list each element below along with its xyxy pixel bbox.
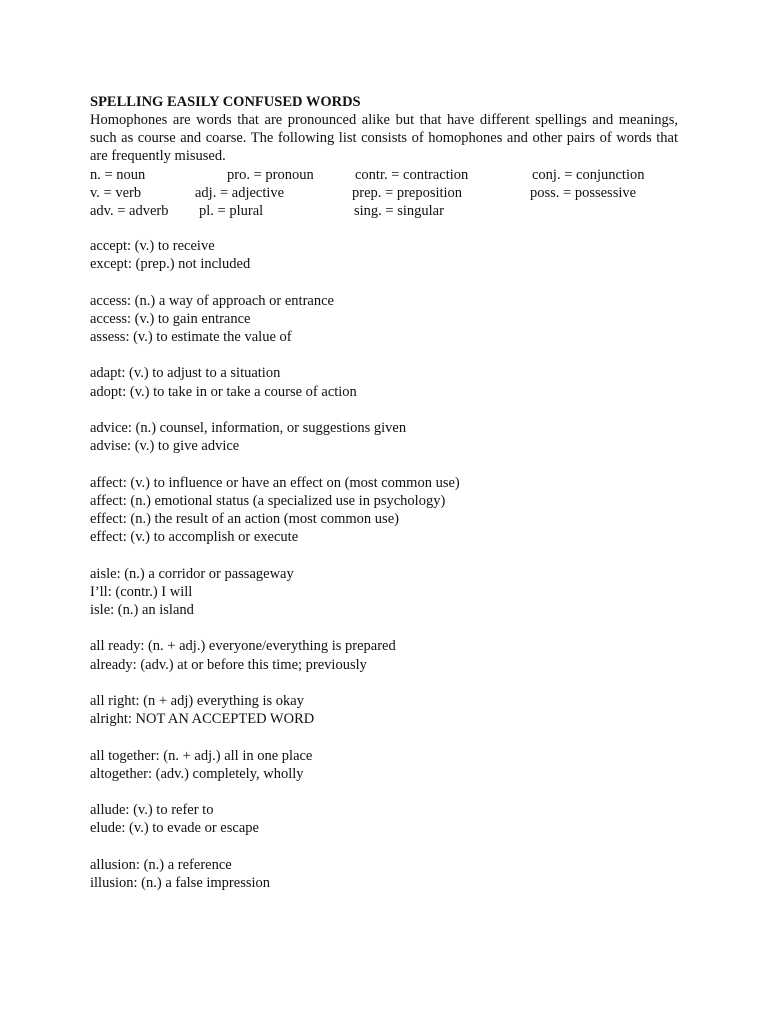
- word-group: [90, 565, 690, 620]
- word-group: [90, 237, 690, 273]
- definition-line: allude: (v.) to refer to: [90, 802, 214, 819]
- abbreviation: pro. = pronoun: [227, 167, 314, 183]
- definition-line: except: (prep.) not included: [90, 256, 251, 273]
- definition-line: access: (v.) to gain entrance: [90, 310, 251, 327]
- abbreviation: conj. = conjunction: [532, 167, 645, 183]
- abbreviation: adj. = adjective: [195, 185, 285, 201]
- definition-line: isle: (n.) an island: [90, 601, 194, 618]
- definition-line: effect: (v.) to accomplish or execute: [90, 529, 299, 546]
- definition-line: advice: (n.) counsel, information, or suggestions given: [90, 419, 407, 436]
- word-group: [90, 747, 690, 783]
- abbreviation: contr. = contraction: [355, 167, 469, 183]
- word-group: [90, 856, 690, 892]
- definition-line: effect: (n.) the result of an action (most common use): [90, 510, 399, 527]
- definition-line: altogether: (adv.) completely, wholly: [90, 765, 304, 782]
- word-group: [90, 292, 690, 347]
- abbreviation: poss. = possessive: [530, 185, 637, 201]
- definition-line: assess: (v.) to estimate the value of: [90, 329, 292, 345]
- definition-line: alright: NOT AN ACCEPTED WORD: [90, 711, 315, 728]
- definition-line: all together: (n. + adj.) all in one place: [90, 747, 313, 764]
- word-group: [90, 364, 690, 400]
- definition-line: adapt: (v.) to adjust to a situation: [90, 365, 281, 382]
- definition-line: already: (adv.) at or before this time; previously: [90, 656, 367, 673]
- word-group: [90, 474, 690, 547]
- abbreviation-row-3: [90, 202, 690, 220]
- definition-line: all right: (n + adj) everything is okay: [90, 692, 304, 709]
- abbreviation: prep. = preposition: [352, 185, 463, 201]
- word-group: [90, 637, 690, 673]
- definition-line: allusion: (n.) a reference: [90, 856, 232, 873]
- definition-line: I’ll: (contr.) I will: [90, 583, 193, 600]
- word-group: [90, 801, 690, 837]
- definition-line: access: (n.) a way of approach or entrance: [90, 292, 334, 309]
- abbreviation: adv. = adverb: [90, 203, 169, 219]
- word-group: [90, 419, 690, 455]
- abbreviation: sing. = singular: [354, 203, 444, 219]
- definition-line: adopt: (v.) to take in or take a course of action: [90, 383, 357, 400]
- abbreviation-row-1: [90, 166, 690, 184]
- abbreviation-row-2: [90, 184, 690, 202]
- definition-line: accept: (v.) to receive: [90, 238, 215, 254]
- abbreviation: n. = noun: [90, 167, 146, 183]
- definition-line: advise: (v.) to give advice: [90, 438, 240, 455]
- word-list: [90, 237, 690, 910]
- definition-line: illusion: (n.) a false impression: [90, 874, 271, 891]
- abbreviation: v. = verb: [90, 185, 142, 201]
- definition-line: affect: (v.) to influence or have an effect on (most common use): [90, 474, 460, 491]
- definition-line: all ready: (n. + adj.) everyone/everything is prepared: [90, 638, 396, 655]
- definition-line: elude: (v.) to evade or escape: [90, 820, 259, 837]
- page-title: SPELLING EASILY CONFUSED WORDS: [90, 94, 361, 110]
- definition-line: affect: (n.) emotional status (a specialized use in psychology): [90, 492, 446, 509]
- word-group: [90, 692, 690, 728]
- definition-line: aisle: (n.) a corridor or passageway: [90, 565, 294, 582]
- abbreviation: pl. = plural: [199, 203, 264, 219]
- intro-paragraph: Homophones are words that are pronounced alike but that have different spellings and meanings, such as course and coarse. The following list consists of homophones and other pairs of words that are frequently misused.: [90, 112, 678, 165]
